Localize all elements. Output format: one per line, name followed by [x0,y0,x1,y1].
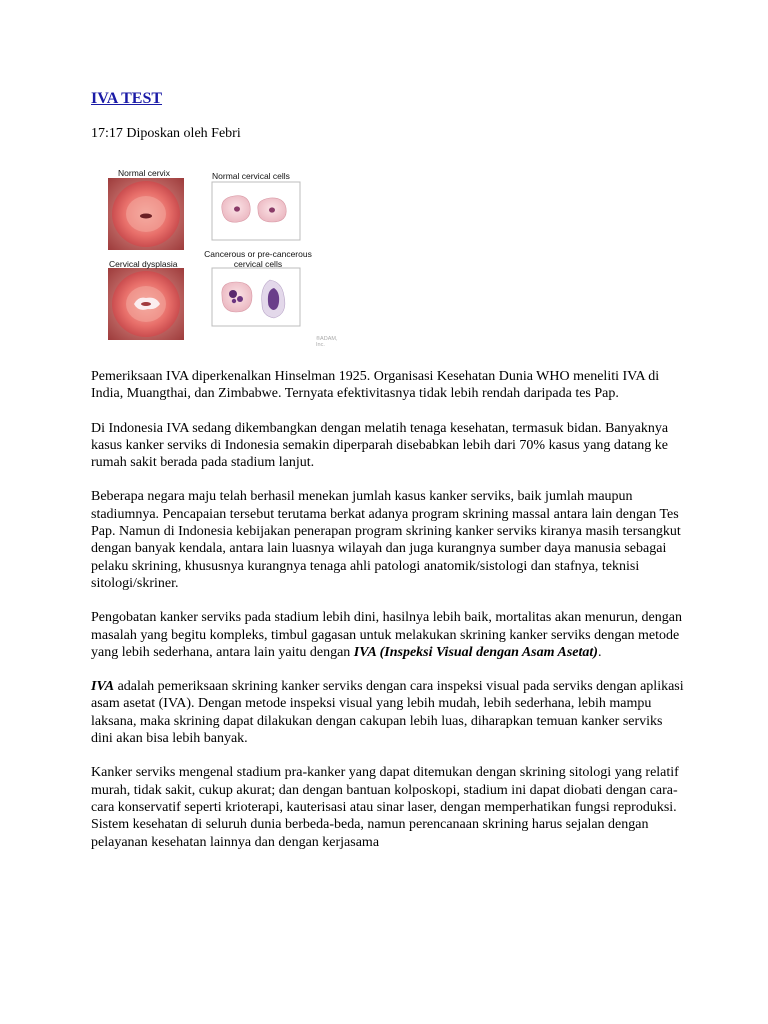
label-cancerous-cells [198,249,318,269]
paragraph-6: Kanker serviks mengenal stadium pra-kanker yang dapat ditemukan dengan skrining sitologi yang relatif murah, tidak sakit, cukup akurat; dan dengan bantuan kolposkopi, stadium ini dapat diobati dengan cara-cara konservatif seperti krioterapi, kauterisasi atau sinar laser, dengan memperhatikan fungsi reproduksi. Sistem kesehatan di seluruh dunia berbeda-beda, namun perencanaan skrining harus sejalan dengan pelayanan kesehatan lainnya dan dengan kerjasama [91,765,679,850]
label-dysplasia: Cervical dysplasia [109,259,178,269]
paragraph-3: Beberapa negara maju telah berhasil menekan jumlah kasus kanker serviks, baik jumlah maupun stadiumnya. Pencapaian tersebut terutama berkat adanya program skrining massal antara lain dengan Tes Pap. Namun di Indonesia kebijakan penerapan program skrining kanker serviks kiranya masih tersangkut dengan banyak kendala, antara lain luasnya wilayah dan juga kurangnya sumber daya manusia sebagai pelaku skrining, khususnya kurangnya tenaga ahli patologi anatomik/sistologi dan stafnya, teknisi sitologi/skriner. [91,489,681,591]
cancerous-cells-image [212,268,300,326]
image-credit: ®ADAM, Inc. [316,336,338,348]
normal-cells-image [212,182,300,240]
label-cancerous-line1: Cancerous or pre-cancerous [204,249,312,259]
cervical-dysplasia-image [108,268,184,340]
paragraph-4 [91,609,687,661]
paragraph-4-emphasis: IVA (Inspeksi Visual dengan Asam Asetat) [353,644,598,660]
label-normal-cells: Normal cervical cells [212,171,290,181]
label-cancerous-line2: cervical cells [233,259,283,269]
paragraph-5-emphasis: IVA [91,679,115,695]
post-meta: 17:17 Diposkan oleh Febri [91,126,241,141]
paragraph-2: Di Indonesia IVA sedang dikembangkan dengan melatih tenaga kesehatan, termasuk bidan. Banyaknya kasus kanker serviks di Indonesia semakin diperparah disebabkan lebih dari 70% kasus yang datang ke rumah sakit berada pada stadium lanjut. [91,420,669,471]
paragraph-5-text: adalah pemeriksaan skrining kanker serviks dengan cara inspeksi visual pada serviks dengan aplikasi asam asetat (IVA). Dengan metode inspeksi visual yang lebih mudah, lebih sederhana, lebih mampu laksana, maka skrining dapat dilakukan dengan cakupan lebih luas, diharapkan temuan kanker serviks dini akan bisa lebih banyak. [91,679,684,747]
post-title-link[interactable]: IVA TEST [91,90,163,107]
paragraph-4-text: Pengobatan kanker serviks pada stadium lebih dini, hasilnya lebih baik, mortalitas akan menurun, dengan masalah yang begitu kompleks, timbul gagasan untuk melakukan skrining kanker serviks dengan metode yang lebih sederhana, antara lain yaitu dengan [91,610,682,660]
cervix-illustration [106,164,346,346]
paragraph-5 [91,678,687,747]
post-body [91,368,687,868]
normal-cervix-image [108,178,184,250]
paragraph-4-end: . [597,644,602,660]
label-normal-cervix: Normal cervix [118,168,170,178]
paragraph-1: Pemeriksaan IVA diperkenalkan Hinselman 1925. Organisasi Kesehatan Dunia WHO meneliti IVA di India, Muangthai, dan Zimbabwe. Ternyata efektivitasnya tidak lebih rendah daripada tes Pap. [91,369,660,402]
